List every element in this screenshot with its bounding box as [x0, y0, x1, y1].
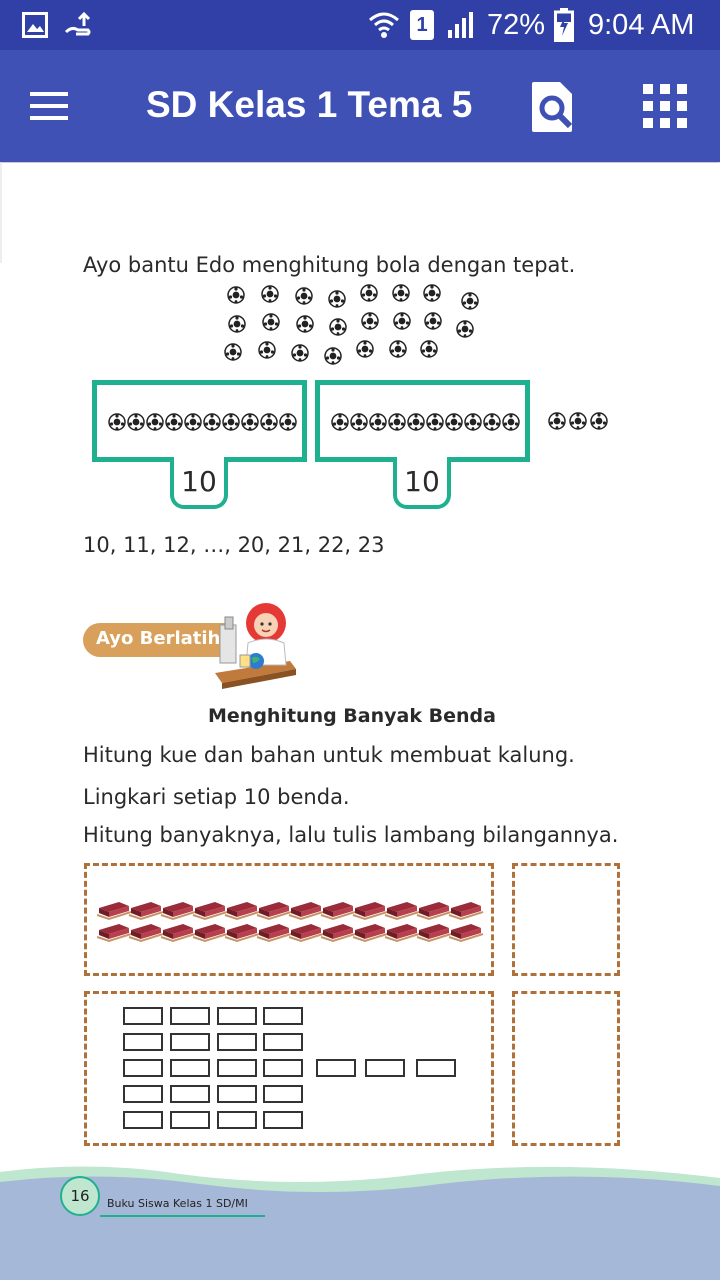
page-number-circle	[60, 1176, 100, 1216]
sim-label: 1	[410, 10, 434, 40]
apps-grid-icon[interactable]	[643, 84, 687, 128]
rectangle-counting-box	[84, 991, 494, 1146]
ball-group-box-1	[92, 380, 307, 462]
cake-counting-box	[84, 863, 494, 976]
cakes-group	[97, 896, 487, 956]
student-illustration	[210, 595, 300, 690]
wifi-icon	[368, 8, 400, 42]
instruction-3: Hitung banyaknya, lalu tulis lambang bilangannya.	[83, 823, 619, 847]
signal-icon	[446, 8, 476, 42]
status-bar	[0, 0, 720, 50]
rectangle-answer-box[interactable]	[512, 991, 620, 1146]
image-icon	[22, 8, 48, 42]
cloud-hand-icon	[64, 8, 98, 42]
section-title: Menghitung Banyak Benda	[208, 705, 496, 727]
app-title: SD Kelas 1 Tema 5	[146, 84, 473, 125]
extra-balls	[545, 406, 615, 436]
page-number: 16	[70, 1187, 90, 1205]
group-count-1: 10	[170, 457, 228, 509]
document-search-icon[interactable]	[530, 80, 578, 134]
book-page[interactable]	[0, 163, 720, 1280]
scattered-balls	[220, 281, 490, 366]
number-sequence: 10, 11, 12, …, 20, 21, 22, 23	[83, 533, 385, 557]
footer-text: Buku Siswa Kelas 1 SD/MI	[107, 1197, 248, 1210]
hamburger-menu-icon[interactable]	[30, 92, 68, 120]
ball-row-2	[328, 407, 528, 437]
footer-wave	[0, 1160, 720, 1280]
ball-group-box-2	[315, 380, 530, 462]
app-bar	[0, 50, 720, 162]
sim-icon	[410, 8, 434, 42]
clock: 9:04 AM	[588, 8, 695, 41]
group-count-2: 10	[393, 457, 451, 509]
ball-row-1	[105, 407, 305, 437]
battery-charging-icon	[554, 8, 574, 42]
instruction-1: Hitung kue dan bahan untuk membuat kalung.	[83, 743, 575, 767]
battery-percent: 72%	[487, 8, 546, 41]
cake-answer-box[interactable]	[512, 863, 620, 976]
intro-text: Ayo bantu Edo menghitung bola dengan tepat.	[83, 253, 576, 277]
badge-label: Ayo Berlatih	[96, 628, 221, 649]
instruction-2: Lingkari setiap 10 benda.	[83, 785, 350, 809]
